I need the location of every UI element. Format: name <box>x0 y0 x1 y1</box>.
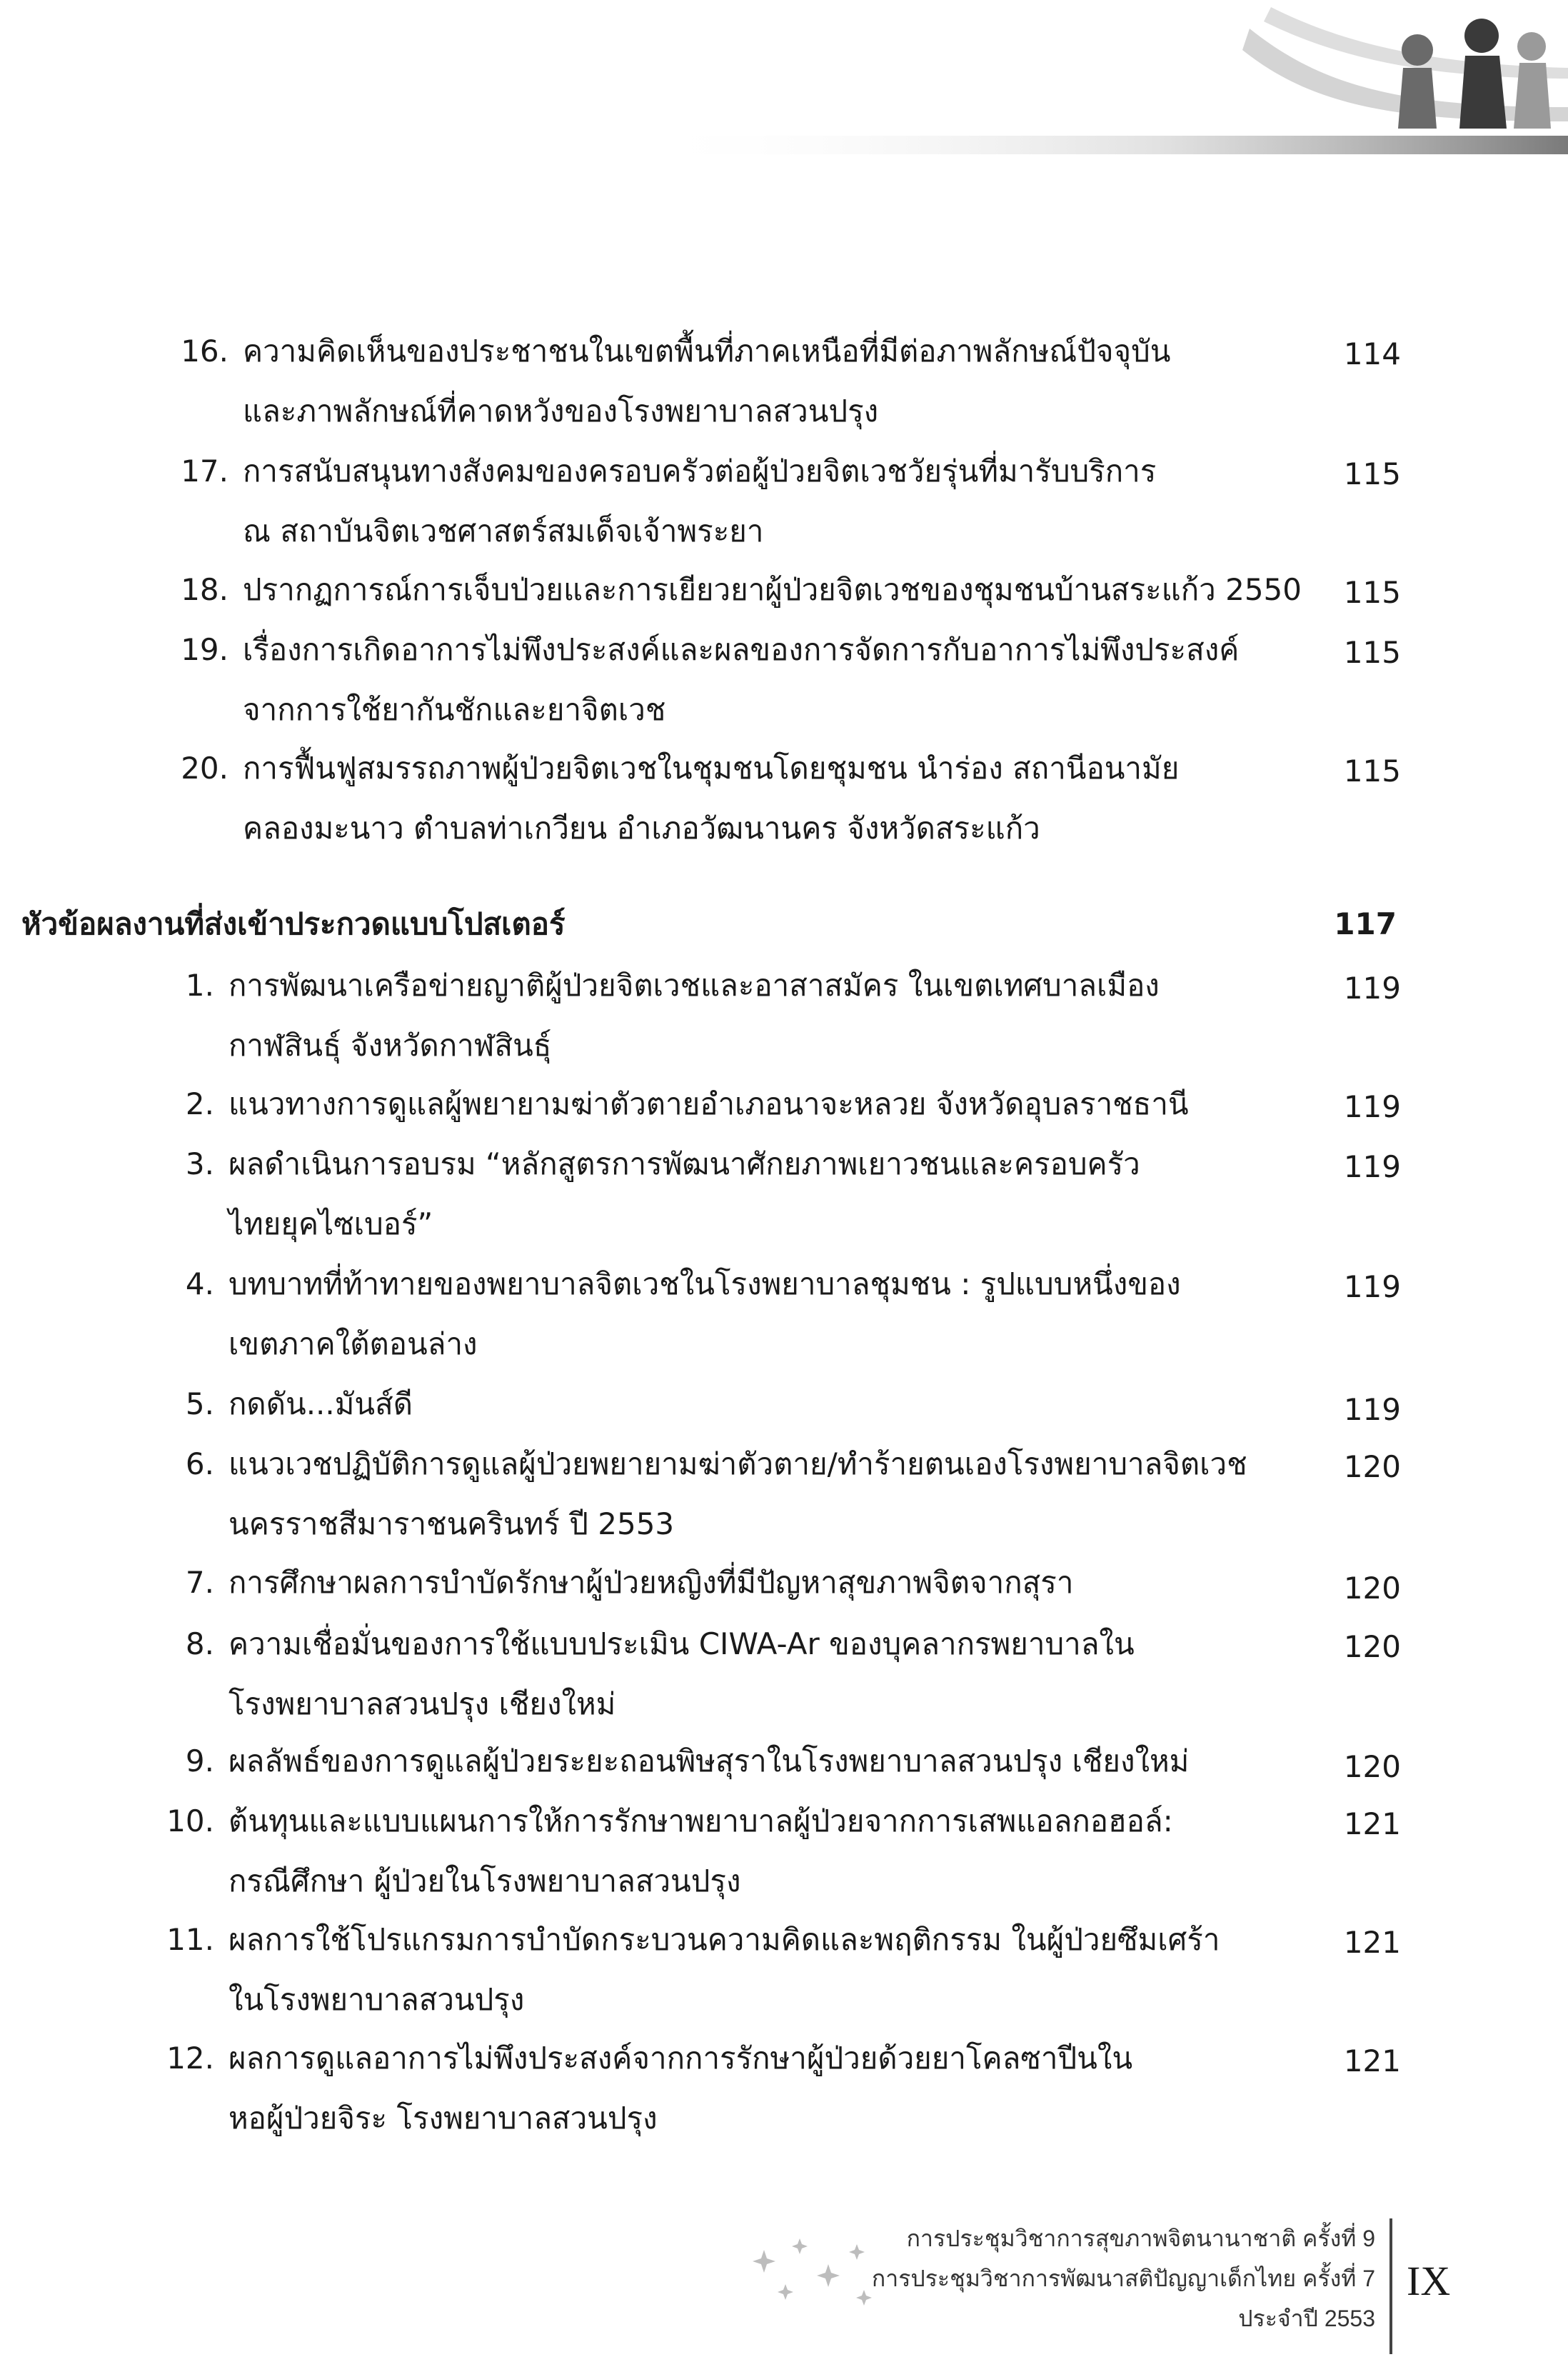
entry-page: 115 <box>1343 456 1401 491</box>
entry-title: ต้นทุนและแบบแผนการให้การรักษาพยาบาลผู้ป่วยจากการเสพแอลกอฮอล์: <box>228 1803 1173 1838</box>
sparkle-decoration <box>743 2228 885 2314</box>
entry-page: 121 <box>1343 1806 1401 1841</box>
entry-number: 9. <box>185 1743 214 1778</box>
footer-line: การประชุมวิชาการสุขภาพจิตนานาชาติ ครั้งที่ 9 <box>906 2226 1375 2251</box>
entry-page: 120 <box>1343 1449 1401 1484</box>
entry-title: หอผู้ป่วยจิระ โรงพยาบาลสวนปรุง <box>228 2101 658 2136</box>
footer-conference-info <box>872 2218 1375 2338</box>
section-page-number: 117 <box>1334 906 1397 941</box>
entry-title: ในโรงพยาบาลสวนปรุง <box>228 1982 525 2017</box>
entry-title: เรื่องการเกิดอาการไม่พึงประสงค์และผลของการจัดการกับอาการไม่พึงประสงค์ <box>243 632 1240 667</box>
entry-number: 4. <box>185 1266 214 1301</box>
entry-number: 17. <box>181 454 228 489</box>
entry-number: 2. <box>185 1086 214 1121</box>
entry-number: 16. <box>181 334 228 369</box>
entry-title: ผลดำเนินการอบรม “หลักสูตรการพัฒนาศักยภาพเยาวชนและครอบครัว <box>228 1146 1140 1181</box>
entry-title: โรงพยาบาลสวนปรุง เชียงใหม่ <box>228 1686 616 1721</box>
page-number: IX <box>1407 2258 1451 2304</box>
entry-page: 115 <box>1343 754 1401 789</box>
entry-title: ผลการใช้โปรแกรมการบำบัดกระบวนความคิดและพฤติกรรม ในผู้ป่วยซึมเศร้า <box>228 1922 1220 1957</box>
entry-number: 12. <box>166 2041 214 2076</box>
entry-number: 19. <box>181 632 228 667</box>
entry-number: 18. <box>181 572 228 607</box>
entry-title: ณ สถาบันจิตเวชศาสตร์สมเด็จเจ้าพระยา <box>243 514 764 549</box>
entry-title: การพัฒนาเครือข่ายญาติผู้ป่วยจิตเวชและอาสาสมัคร ในเขตเทศบาลเมือง <box>228 968 1160 1003</box>
entry-title: ผลลัพธ์ของการดูแลผู้ป่วยระยะถอนพิษสุราในโรงพยาบาลสวนปรุง เชียงใหม่ <box>228 1743 1190 1778</box>
figures-illustration <box>1398 19 1551 129</box>
entry-number: 11. <box>166 1922 214 1957</box>
section-heading: หัวข้อผลงานที่ส่งเข้าประกวดแบบโปสเตอร์ <box>21 906 566 941</box>
entry-title: ไทยยุคไซเบอร์” <box>228 1206 433 1241</box>
entry-title: เขตภาคใต้ตอนล่าง <box>228 1326 478 1361</box>
entry-page: 120 <box>1343 1749 1401 1784</box>
entry-title: ความคิดเห็นของประชาชนในเขตพื้นที่ภาคเหนือที่มีต่อภาพลักษณ์ปัจจุบัน <box>243 334 1171 369</box>
entry-page: 119 <box>1343 971 1401 1006</box>
entry-number: 10. <box>166 1803 214 1838</box>
entry-number: 5. <box>185 1386 214 1421</box>
entry-number: 6. <box>185 1446 214 1481</box>
entry-number: 7. <box>185 1565 214 1600</box>
entry-title: การสนับสนุนทางสังคมของครอบครัวต่อผู้ป่วยจิตเวชวัยรุ่นที่มารับบริการ <box>243 454 1157 489</box>
entry-number: 8. <box>185 1626 214 1661</box>
footer-line: การประชุมวิชาการพัฒนาสติปัญญาเด็กไทย ครั้งที่ 7 <box>871 2266 1375 2291</box>
entry-title: ปรากฏการณ์การเจ็บป่วยและการเยียวยาผู้ป่วยจิตเวชของชุมชนบ้านสระแก้ว 2550 <box>243 572 1302 607</box>
footer-divider <box>1389 2218 1392 2354</box>
entry-page: 119 <box>1343 1149 1401 1184</box>
entry-number: 20. <box>181 751 228 786</box>
entry-page: 120 <box>1343 1571 1401 1606</box>
entry-number: 1. <box>185 968 214 1003</box>
entry-title: ผลการดูแลอาการไม่พึงประสงค์จากการรักษาผู้ป่วยด้วยยาโคลซาปีนใน <box>228 2041 1133 2076</box>
entry-title: กรณีศึกษา ผู้ป่วยในโรงพยาบาลสวนปรุง <box>228 1863 741 1898</box>
entry-title: กาฬสินธุ์ จังหวัดกาฬสินธุ์ <box>228 1028 552 1063</box>
entry-number: 3. <box>185 1146 214 1181</box>
entry-title: ความเชื่อมั่นของการใช้แบบประเมิน CIWA-Ar ของบุคลากรพยาบาลใน <box>228 1626 1135 1661</box>
entry-title: นครราชสีมาราชนครินทร์ ปี 2553 <box>228 1506 675 1541</box>
entry-page: 114 <box>1343 336 1401 371</box>
entry-page: 119 <box>1343 1269 1401 1304</box>
entry-page: 115 <box>1343 635 1401 670</box>
entry-title: แนวทางการดูแลผู้พยายามฆ่าตัวตายอำเภอนาจะหลวย จังหวัดอุบลราชธานี <box>228 1086 1189 1121</box>
entry-title: จากการใช้ยากันชักและยาจิตเวช <box>243 692 666 727</box>
entry-title: คลองมะนาว ตำบลท่าเกวียน อำเภอวัฒนานคร จังหวัดสระแก้ว <box>243 811 1040 846</box>
entry-page: 121 <box>1343 1925 1401 1960</box>
entry-title: การศึกษาผลการบำบัดรักษาผู้ป่วยหญิงที่มีปัญหาสุขภาพจิตจากสุรา <box>228 1565 1074 1600</box>
entry-page: 119 <box>1343 1392 1401 1427</box>
entry-page: 120 <box>1343 1629 1401 1664</box>
entry-title: และภาพลักษณ์ที่คาดหวังของโรงพยาบาลสวนปรุง <box>243 394 879 429</box>
entry-page: 115 <box>1343 575 1401 610</box>
entry-title: แนวเวชปฏิบัติการดูแลผู้ป่วยพยายามฆ่าตัวตาย/ทำร้ายตนเองโรงพยาบาลจิตเวช <box>228 1446 1247 1481</box>
footer-line: ประจำปี 2553 <box>1238 2306 1375 2331</box>
entry-title: บทบาทที่ท้าทายของพยาบาลจิตเวชในโรงพยาบาลชุมชน : รูปแบบหนึ่งของ <box>228 1266 1181 1301</box>
header-decoration <box>0 0 1568 214</box>
entry-page: 121 <box>1343 2043 1401 2078</box>
entry-title: กดดัน...มันส์ดี <box>228 1386 413 1421</box>
entry-page: 119 <box>1343 1089 1401 1124</box>
entry-title: การฟื้นฟูสมรรถภาพผู้ป่วยจิตเวชในชุมชนโดยชุมชน นำร่อง สถานีอนามัย <box>243 751 1180 786</box>
